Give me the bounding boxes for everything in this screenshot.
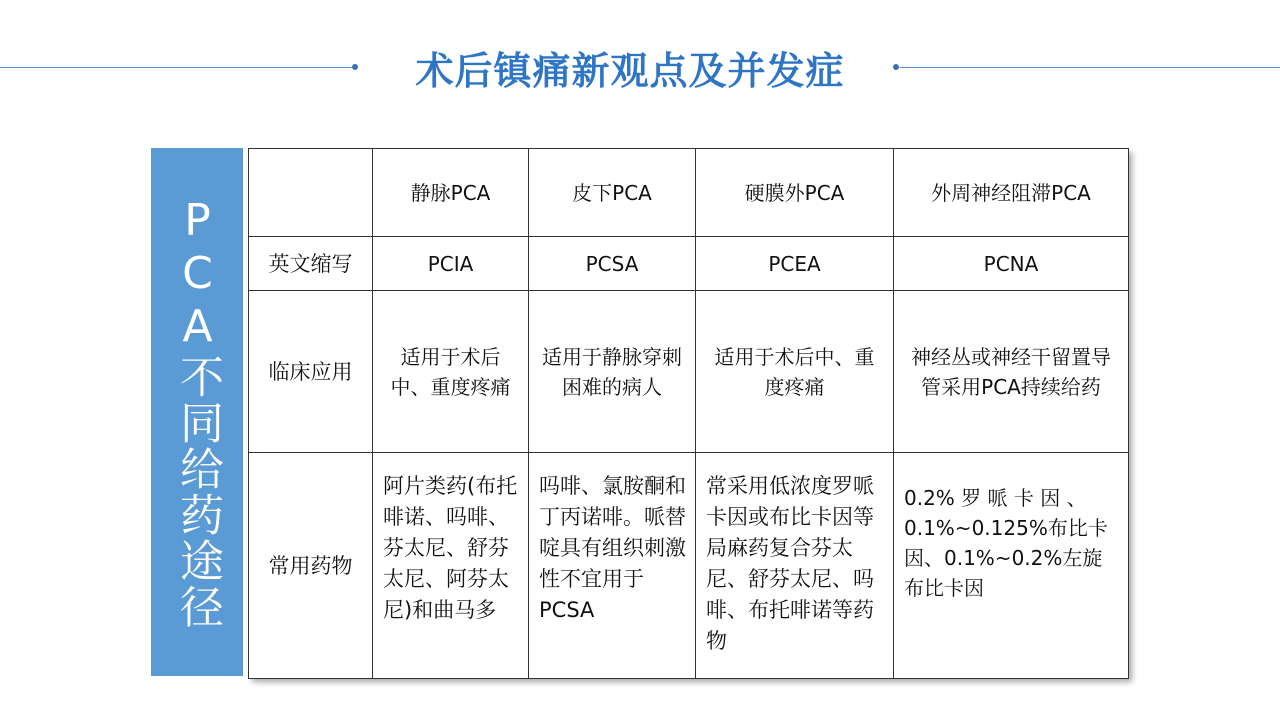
cell-clinical-epidural: 适用于术后中、重 度疼痛 [696,291,894,453]
row-label-abbreviation: 英文缩写 [249,237,373,291]
row-label-common-drugs: 常用药物 [249,453,373,679]
header-dot-right [893,64,899,70]
cell-clinical-iv: 适用于术后中、重度疼痛 [373,291,529,453]
pca-table [248,148,1129,679]
table-row-common-drugs [249,453,1129,679]
table-header-row [249,149,1129,237]
table-row-clinical-use [249,291,1129,453]
cell-abbr-pcia: PCIA [373,237,529,291]
cell-drugs-nerve-block: 0.2% 罗 哌 卡 因 、0.1%~0.125%布比卡因、0.1%~0.2%左旋布比卡因 [894,453,1129,679]
cell-drugs-epidural: 常采用低浓度罗哌卡因或布比卡因等局麻药复合芬太尼、舒芬太尼、吗啡、布托啡诺等药物 [696,453,894,679]
cell-abbr-pcsa: PCSA [529,237,696,291]
cell-drugs-sc: 吗啡、氯胺酮和丁丙诺啡。哌替啶具有组织刺激性不宜用于PCSA [529,453,696,679]
cell-clinical-nerve-block: 神经丛或神经干留置导管采用PCA持续给药 [894,291,1129,453]
cell-drugs-iv: 阿片类药(布托啡诺、吗啡、芬太尼、舒芬太尼、阿芬太尼)和曲马多 [373,453,529,679]
cell-abbr-pcea: PCEA [696,237,894,291]
table-row-abbreviation [249,237,1129,291]
header-cell-sc-pca: 皮下PCA [529,149,696,237]
header-cell-empty [249,149,373,237]
page-title: 术后镇痛新观点及并发症 [415,49,845,93]
header-line-left [0,67,352,68]
side-label-text: PCA不同给药途径 [172,194,223,630]
cell-clinical-sc: 适用于静脉穿刺困难的病人 [529,291,696,453]
header-cell-nerve-block-pca: 外周神经阻滞PCA [894,149,1129,237]
header-cell-iv-pca: 静脉PCA [373,149,529,237]
header-dot-left [352,64,358,70]
side-label [151,148,243,676]
cell-abbr-pcna: PCNA [894,237,1129,291]
header-cell-epidural-pca: 硬膜外PCA [696,149,894,237]
row-label-clinical-use: 临床应用 [249,291,373,453]
pca-table-container [248,148,1128,678]
header-line-right [900,67,1280,68]
